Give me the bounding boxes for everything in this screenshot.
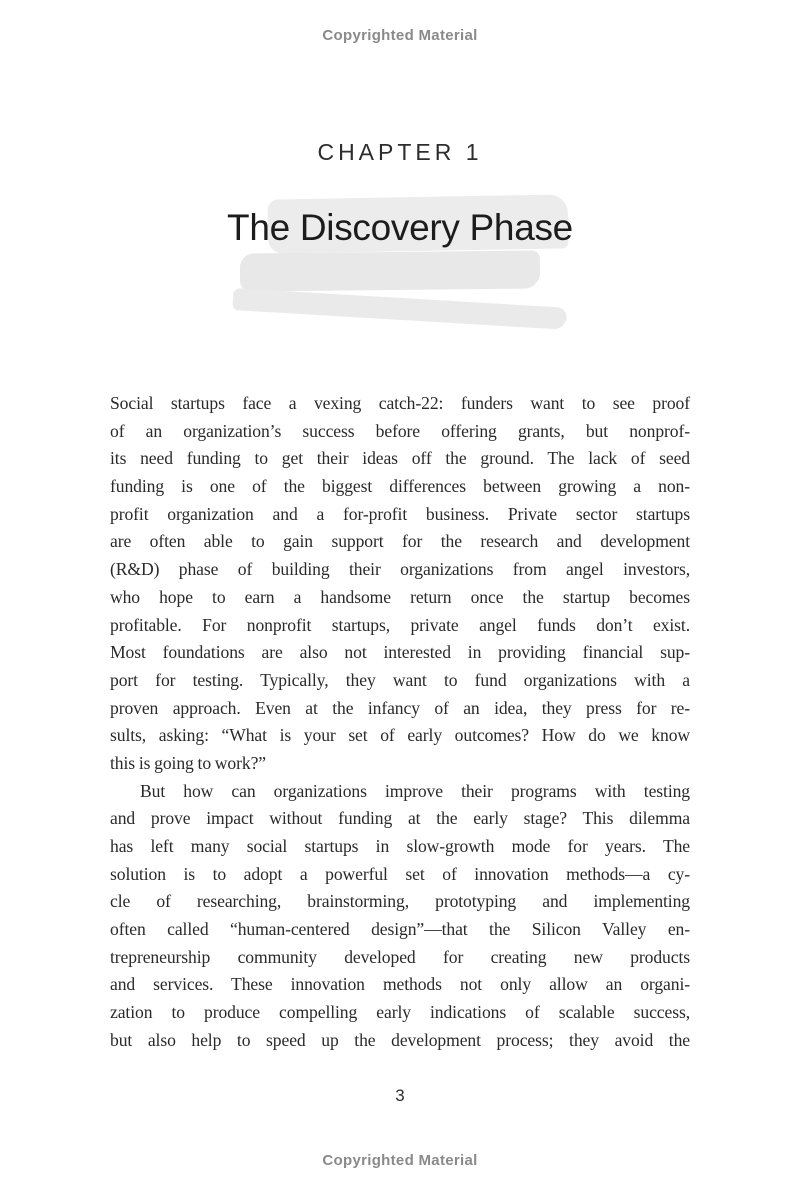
text-line: are often able to gain support for the research and development [110,531,690,552]
text-line: trepreneurship community developed for creating new products [110,946,690,967]
marker-highlight-stroke [232,288,567,330]
text-line: sults, asking: “What is your set of early outcomes? How do we know [110,725,690,746]
chapter-label: CHAPTER 1 [317,139,483,165]
text-line: of an organization’s success before offering grants, but nonprof- [110,420,690,441]
text-line: cle of researching, brainstorming, prototyping and implementing [110,891,690,912]
text-line: proven approach. Even at the infancy of an idea, they press for re- [110,697,690,718]
text-line: and services. These innovation methods not only allow an organi- [110,974,690,995]
paragraph [110,778,690,1055]
text-line: solution is to adopt a powerful set of innovation methods—a cy- [110,863,690,884]
copyright-notice-bottom: Copyrighted Material [322,1152,478,1169]
paragraph [110,390,690,778]
page-number: 3 [395,1086,405,1105]
text-line: Social startups face a vexing catch-22: funders want to see proof [110,393,690,413]
text-line: its need funding to get their ideas off the ground. The lack of seed [110,448,690,469]
text-line: profit organization and a for-profit business. Private sector startups [110,503,690,524]
chapter-title: The Discovery Phase [227,207,573,248]
text-line: who hope to earn a handsome return once the startup becomes [110,586,690,607]
text-line: zation to produce compelling early indications of scalable success, [110,1002,690,1023]
text-line: Most foundations are also not interested in providing financial sup- [110,642,690,663]
copyright-notice-top: Copyrighted Material [322,27,478,44]
text-line: this is going to work?” [110,752,266,773]
text-line: But how can organizations improve their programs with testing [140,780,690,801]
marker-highlight-stroke [240,250,540,291]
text-line: often called “human-centered design”—that the Silicon Valley en- [110,919,690,940]
text-line: profitable. For nonprofit startups, private angel funds don’t exist. [110,614,690,635]
text-line: and prove impact without funding at the early stage? This dilemma [110,808,690,829]
body-text [110,390,690,1055]
chapter-title-block [0,0,800,340]
text-line: (R&D) phase of building their organizations from angel investors, [110,559,690,580]
text-line: but also help to speed up the development process; they avoid the [110,1029,690,1050]
text-line: port for testing. Typically, they want to fund organizations with a [110,669,690,690]
text-line: funding is one of the biggest differences between growing a non- [110,476,690,497]
text-line: has left many social startups in slow-growth mode for years. The [110,836,690,856]
